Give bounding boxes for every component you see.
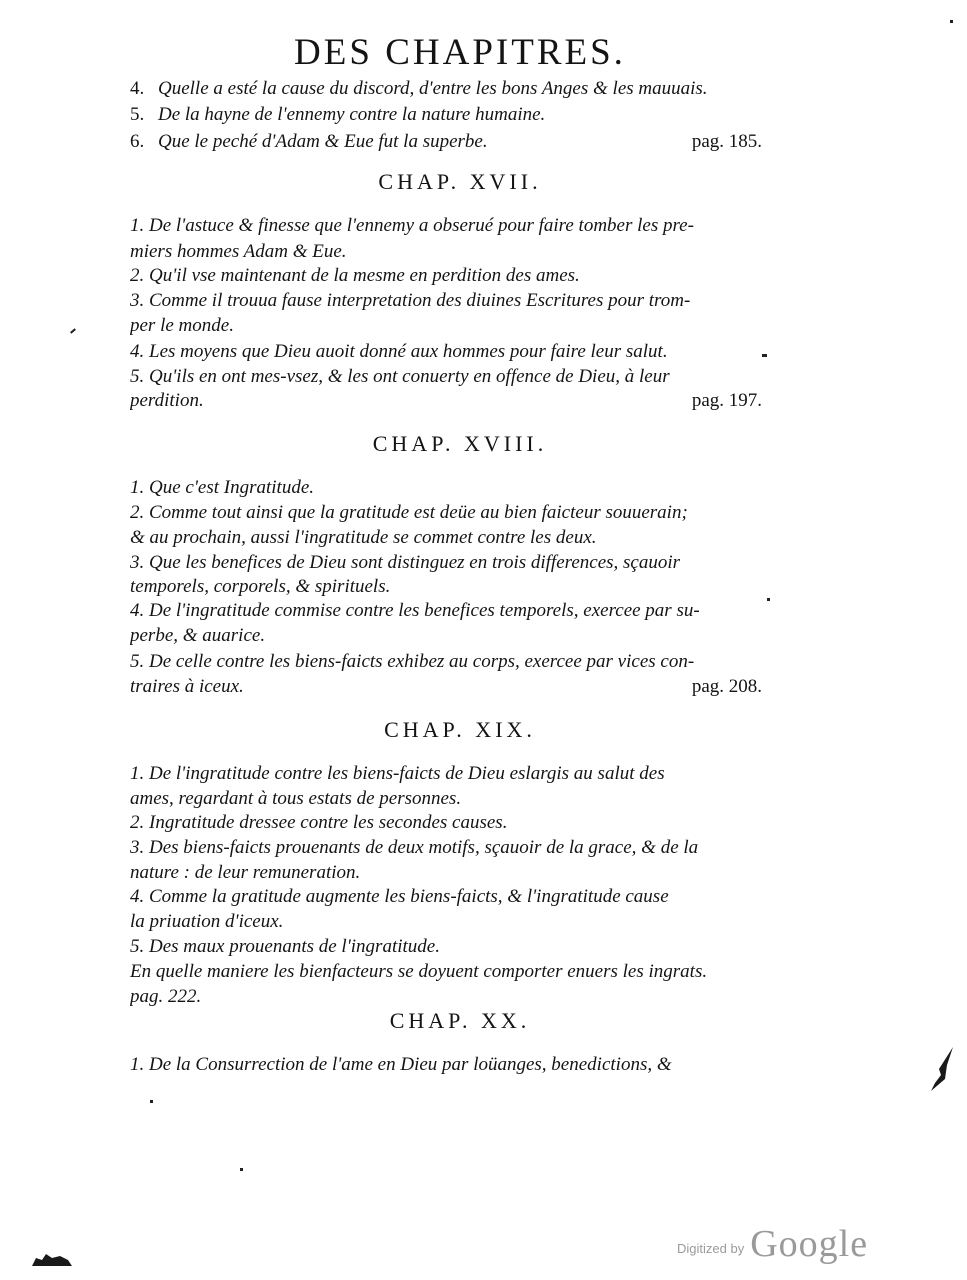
list-line: traires à iceux. pag. 208. [130,676,762,697]
page-reference: pag. 185. [686,130,762,154]
chapter-heading: CHAP. XX. [389,1008,531,1033]
list-line: 5. De celle contre les biens-faicts exhibez au corps, exercee par vices con- [130,651,695,672]
running-head: DES CHAPITRES. [294,32,626,73]
list-line: perbe, & auarice. [130,625,266,646]
list-line: 1. De l'ingratitude contre les biens-faicts de Dieu eslargis au salut des [130,763,665,784]
page-reference: pag. 222. [130,986,202,1007]
list-line: miers hommes Adam & Eue. [130,241,347,262]
scan-speck [70,328,76,333]
digitized-watermark [677,1218,887,1264]
list-line: temporels, corporels, & spirituels. [130,576,391,597]
list-line: 3. Des biens-faicts prouenants de deux motifs, sçauoir de la grace, & de la [130,837,699,858]
scan-speck [150,1100,153,1103]
list-item: 5. De la hayne de l'ennemy contre la nature humaine. [130,104,546,125]
list-line: 2. Comme tout ainsi que la gratitude est deüe au bien faicteur souuerain; [130,502,688,523]
list-line: En quelle maniere les bienfacteurs se doyuent comporter enuers les ingrats. [130,961,708,982]
list-line: nature : de leur remuneration. [130,862,361,883]
scan-edge-mark [925,1045,955,1095]
list-line: 3. Que les benefices de Dieu sont distinguez en trois differences, sçauoir [130,552,681,573]
scan-corner-mark [30,1250,74,1268]
scan-speck [240,1168,243,1171]
list-line: & au prochain, aussi l'ingratitude se commet contre les deux. [130,527,597,548]
list-line: 1. De la Consurrection de l'ame en Dieu par loüanges, benedictions, & [130,1054,672,1075]
page-reference: pag. 197. [686,389,762,413]
list-line: 5. Des maux prouenants de l'ingratitude. [130,936,440,957]
list-line: 5. Qu'ils en ont mes-vsez, & les ont conuerty en offence de Dieu, à leur [130,366,670,387]
list-line: 4. Comme la gratitude augmente les biens-faicts, & l'ingratitude cause [130,886,669,907]
list-line: 1. Que c'est Ingratitude. [130,477,314,498]
list-line: 4. De l'ingratitude commise contre les benefices temporels, exercee par su- [130,600,700,621]
list-item: 4. Quelle a esté la cause du discord, d'entre les bons Anges & les mauuais. [130,78,708,99]
google-logo: Google [750,1223,869,1265]
scan-speck [767,598,770,601]
list-line: per le monde. [130,315,234,336]
chapter-heading: CHAP. XIX. [384,717,536,742]
list-item: 6. Que le peché d'Adam & Eue fut la superbe. pag. 185. [130,131,762,152]
list-line: 2. Ingratitude dressee contre les secondes causes. [130,812,508,833]
list-line: ames, regardant à tous estats de personnes. [130,788,462,809]
watermark-prefix: Digitized by [677,1241,745,1256]
list-line: la priuation d'iceux. [130,911,284,932]
page-reference: pag. 208. [686,675,762,699]
list-line: 3. Comme il trouua fause interpretation des diuines Escritures pour trom- [130,290,691,311]
chapter-heading: CHAP. XVII. [378,169,542,194]
scan-speck [950,20,953,23]
list-line: 4. Les moyens que Dieu auoit donné aux hommes pour faire leur salut. [130,341,668,362]
scan-speck [762,354,767,357]
list-line: perdition. pag. 197. [130,390,762,411]
chapter-heading: CHAP. XVIII. [372,431,548,456]
list-line: 1. De l'astuce & finesse que l'ennemy a obserué pour faire tomber les pre- [130,215,694,236]
list-line: 2. Qu'il vse maintenant de la mesme en perdition des ames. [130,265,580,286]
